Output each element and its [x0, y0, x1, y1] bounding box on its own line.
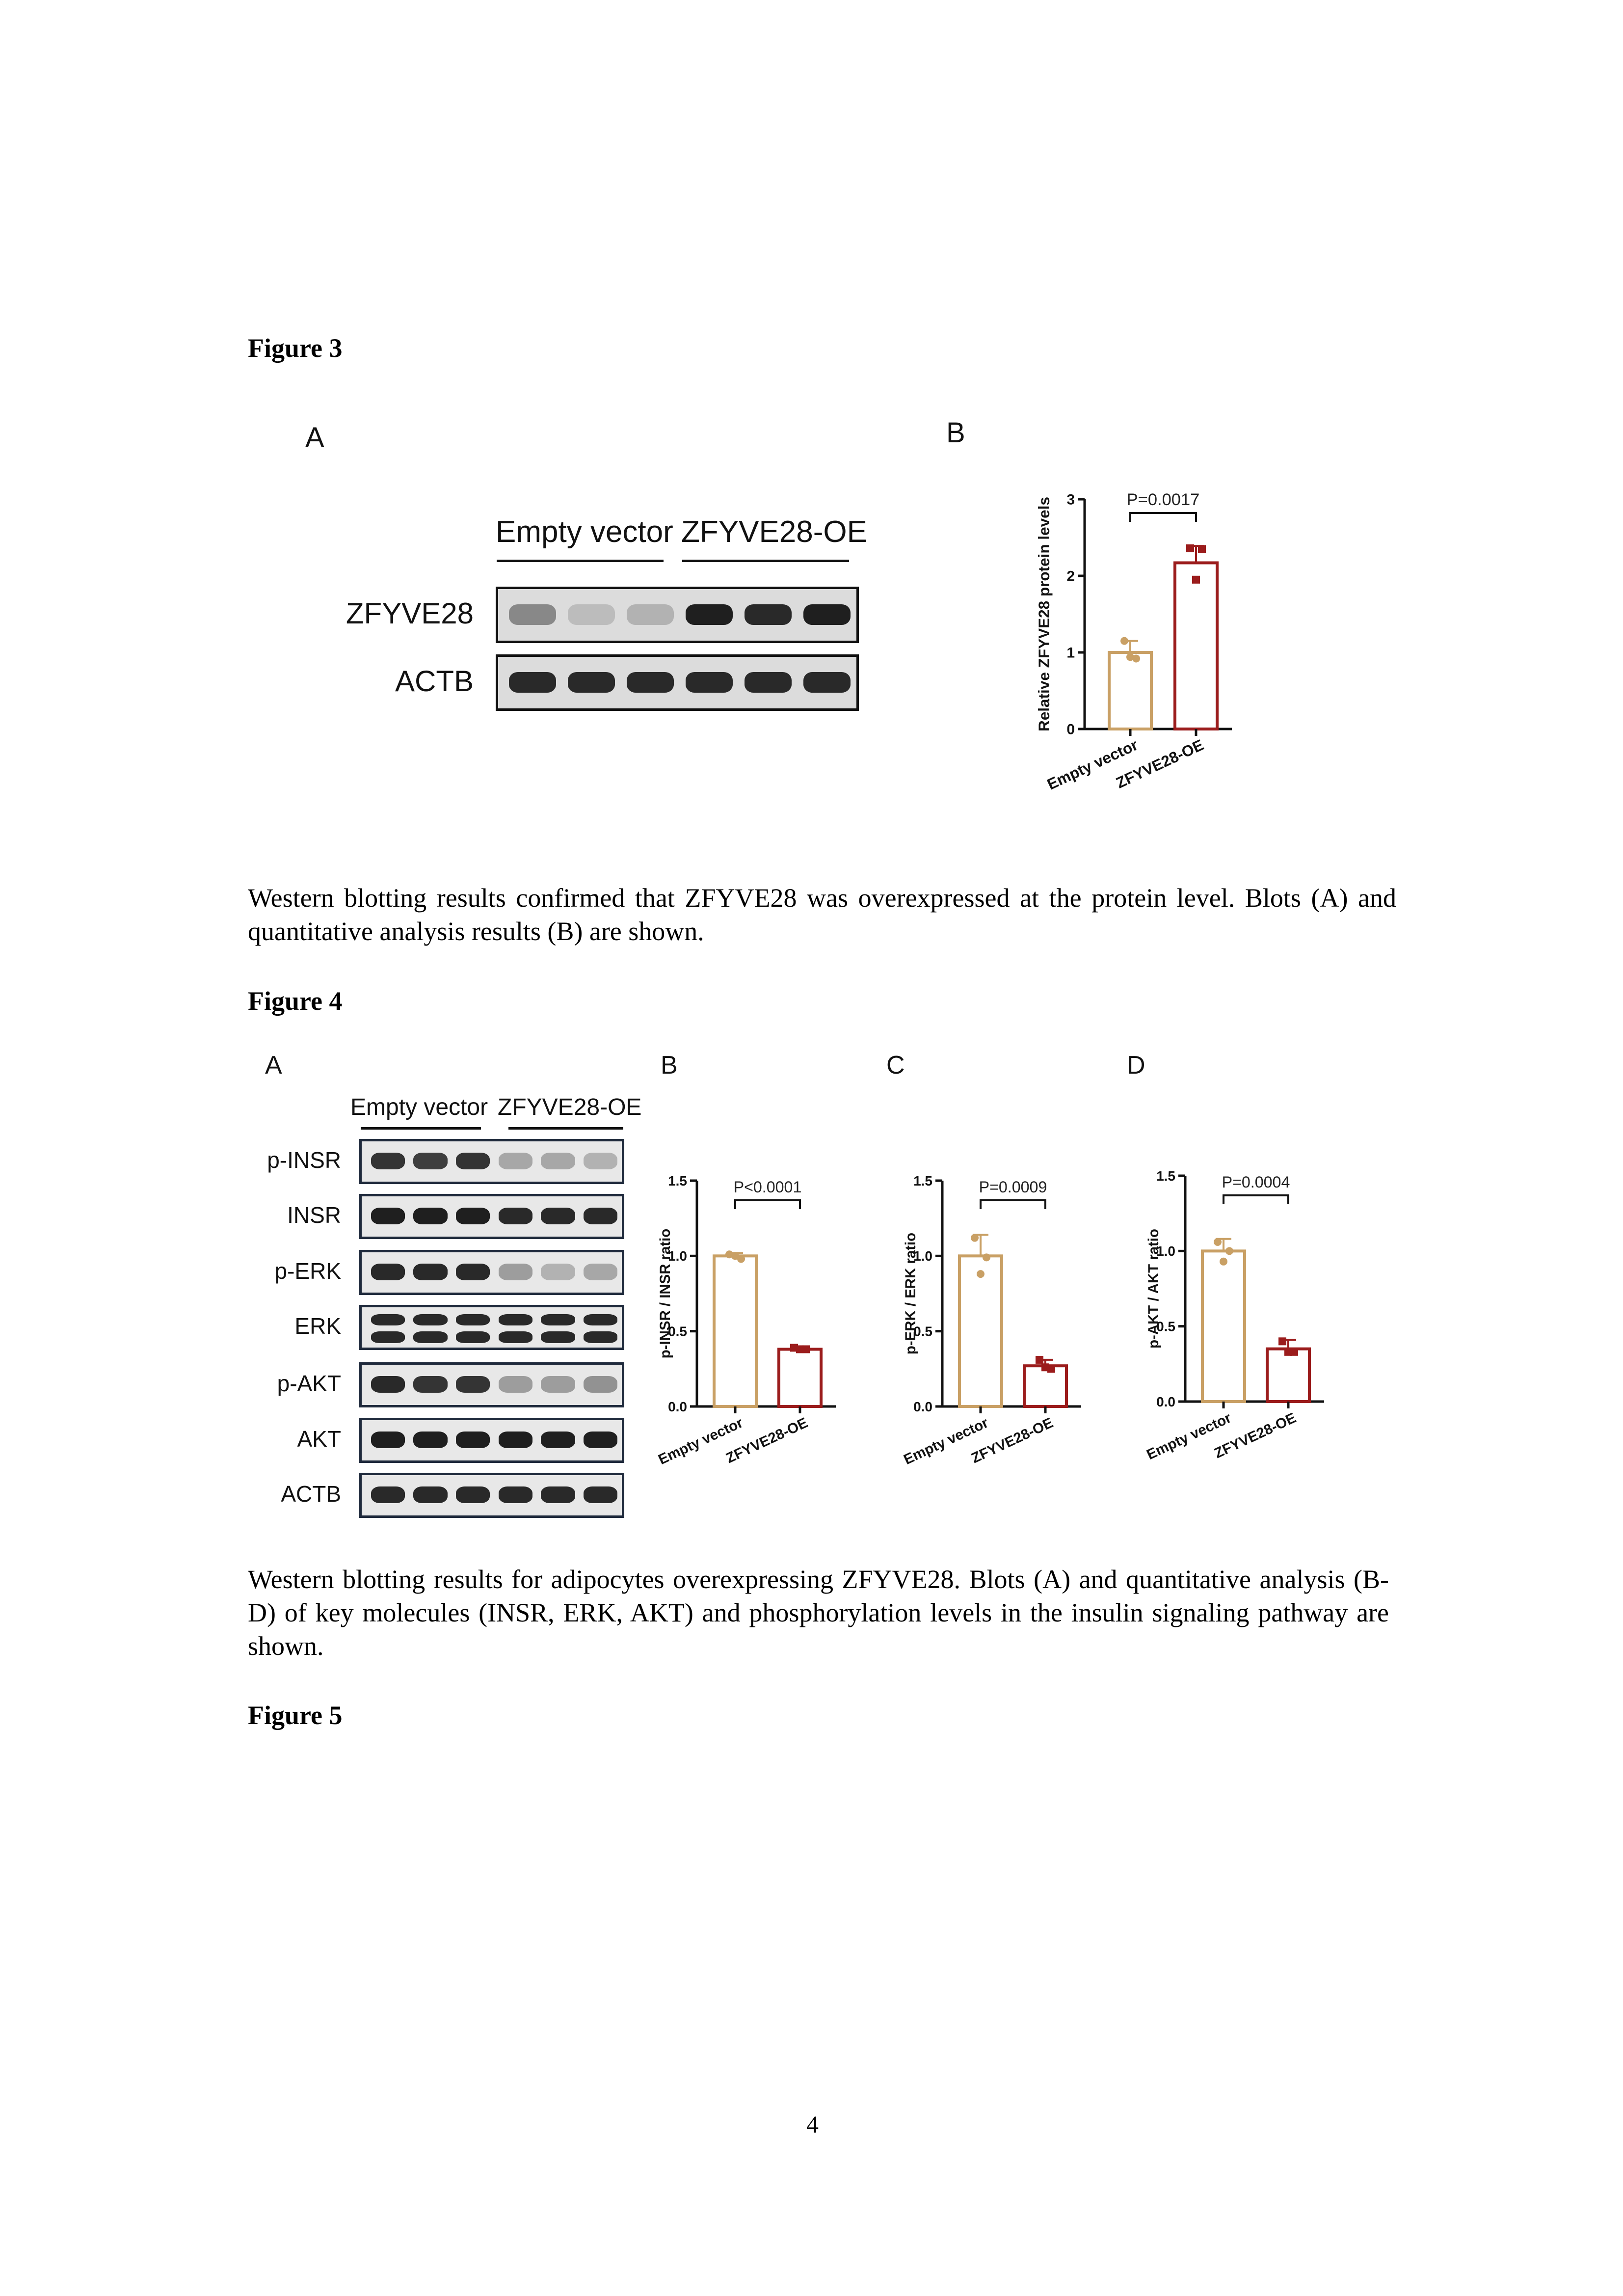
blot-band [413, 1208, 447, 1224]
blot-band [456, 1486, 490, 1503]
blot-membrane [359, 1139, 624, 1184]
data-point [1278, 1337, 1286, 1345]
figure3-panel-a-letter: A [305, 422, 324, 454]
blot-band [413, 1432, 447, 1448]
figure4-panel-b-chart [653, 1154, 888, 1497]
data-point [1284, 1348, 1292, 1356]
blot-band [584, 1331, 617, 1343]
figure4-panel-d-letter: D [1127, 1051, 1145, 1080]
blot-band [456, 1432, 490, 1448]
y-tick-label: 1.5 [1156, 1168, 1175, 1184]
blot-band [584, 1314, 617, 1326]
y-tick-label: 0.5 [1156, 1319, 1175, 1334]
blot-band [541, 1314, 575, 1326]
blot-band [499, 1486, 532, 1503]
p-value-label: P=0.0004 [1222, 1173, 1290, 1191]
y-tick-label: 1.5 [913, 1173, 932, 1189]
blot-band [371, 1331, 405, 1343]
blot-band [413, 1153, 447, 1169]
blot-band [456, 1264, 490, 1280]
data-point [983, 1253, 990, 1261]
blot-band [584, 1432, 617, 1448]
blot-row-label: ERK [294, 1313, 341, 1339]
y-tick-label: 0.0 [913, 1399, 932, 1414]
figure4-title: Figure 4 [248, 986, 343, 1016]
x-tick-label: ZFYVE28-OE [1113, 735, 1206, 792]
x-tick-label: Empty vector [1144, 1409, 1234, 1463]
blot-band [584, 1208, 617, 1224]
figure4-panel-c-chart [898, 1154, 1134, 1497]
blot-membrane [359, 1194, 624, 1239]
x-tick-label: Empty vector [901, 1414, 991, 1468]
blot-band [371, 1153, 405, 1169]
data-point [1225, 1247, 1233, 1255]
blot-membrane [359, 1362, 624, 1407]
blot-group-line [508, 1127, 623, 1130]
blot-group-label: ZFYVE28-OE [681, 515, 867, 549]
y-tick-label: 3 [1066, 491, 1075, 508]
blot-band [413, 1376, 447, 1393]
data-point [796, 1345, 804, 1353]
blot-band [541, 1432, 575, 1448]
figure4-panel-d-chart [1141, 1149, 1377, 1492]
blot-band [541, 1486, 575, 1503]
blot-band [456, 1314, 490, 1326]
figure4-panel-a-letter: A [265, 1051, 282, 1080]
figure3-title: Figure 3 [248, 333, 343, 363]
blot-row-label: p-ERK [274, 1258, 341, 1284]
y-tick-label: 0 [1066, 721, 1075, 738]
blot-membrane [359, 1473, 624, 1518]
blot-band [584, 1153, 617, 1169]
y-tick-label: 1 [1066, 645, 1075, 661]
blot-band [371, 1486, 405, 1503]
y-tick-label: 2 [1066, 568, 1075, 585]
blot-row-label: ZFYVE28 [346, 597, 474, 630]
blot-band [456, 1331, 490, 1343]
figure3-panel-b-letter: B [946, 417, 965, 449]
blot-band [413, 1331, 447, 1343]
blot-band [541, 1153, 575, 1169]
blot-band [456, 1376, 490, 1393]
blot-band [584, 1486, 617, 1503]
bar [959, 1256, 1002, 1406]
figure5-title: Figure 5 [248, 1701, 343, 1730]
y-axis-label: Relative ZFYVE28 protein levels [1035, 497, 1053, 731]
blot-band [499, 1331, 532, 1343]
blot-band [584, 1264, 617, 1280]
blot-row-label: AKT [297, 1426, 341, 1452]
blot-group-label: Empty vector [350, 1094, 488, 1120]
blot-band [499, 1314, 532, 1326]
x-tick-label: ZFYVE28-OE [969, 1414, 1056, 1467]
data-point [731, 1252, 739, 1260]
p-value-label: P<0.0001 [733, 1178, 802, 1196]
blot-membrane [359, 1305, 624, 1350]
blot-band [413, 1486, 447, 1503]
blot-row-label: ACTB [395, 665, 474, 698]
figure4-panel-c-letter: C [886, 1051, 905, 1080]
y-tick-label: 0.0 [1156, 1394, 1175, 1409]
blot-band [371, 1264, 405, 1280]
y-tick-label: 0.5 [913, 1324, 932, 1339]
bar [1202, 1251, 1245, 1402]
x-tick-label: ZFYVE28-OE [1212, 1409, 1299, 1462]
x-tick-label: Empty vector [656, 1414, 745, 1468]
figure4-panel-b-letter: B [661, 1051, 678, 1080]
blot-group-line [361, 1127, 481, 1130]
data-point [1214, 1238, 1222, 1246]
page-number: 4 [806, 2110, 819, 2138]
blot-band [499, 1432, 532, 1448]
x-tick-label: Empty vector [1044, 735, 1141, 793]
blot-band [499, 1208, 532, 1224]
figure4-caption: Western blotting results for adipocytes overexpressing ZFYVE28. Blots (A) and quantitative analysis (B-D) of key molecules (INSR, ERK, AKT) and phosphorylation levels in the insulin signaling pathway are shown. [248, 1565, 1389, 1661]
y-tick-label: 1.0 [1156, 1243, 1175, 1259]
blot-membrane [359, 1250, 624, 1295]
data-point [1041, 1363, 1049, 1371]
blot-band [541, 1264, 575, 1280]
blot-membrane [359, 1418, 624, 1463]
blot-row-label: ACTB [281, 1481, 341, 1507]
blot-band [499, 1376, 532, 1393]
blot-band [371, 1432, 405, 1448]
bar [1024, 1366, 1066, 1406]
blot-band [541, 1208, 575, 1224]
y-tick-label: 0.5 [668, 1324, 687, 1339]
y-tick-label: 1.0 [668, 1248, 687, 1264]
blot-group-label: Empty vector [496, 515, 673, 549]
y-tick-label: 0.0 [668, 1399, 687, 1414]
blot-band [371, 1208, 405, 1224]
p-value-label: P=0.0009 [979, 1178, 1047, 1196]
significance-bracket [1224, 1195, 1288, 1204]
y-tick-label: 1.0 [913, 1248, 932, 1264]
significance-bracket [981, 1200, 1045, 1209]
bar [714, 1256, 756, 1406]
data-point [971, 1234, 979, 1242]
bar [1267, 1349, 1309, 1402]
blot-row-label: p-AKT [277, 1371, 341, 1396]
significance-bracket [735, 1200, 800, 1209]
blot-band [499, 1153, 532, 1169]
blot-band [413, 1264, 447, 1280]
y-tick-label: 1.5 [668, 1173, 687, 1189]
bar [779, 1349, 821, 1406]
x-tick-label: ZFYVE28-OE [723, 1414, 810, 1467]
blot-row-label: INSR [287, 1202, 341, 1228]
blot-group-label: ZFYVE28-OE [498, 1094, 642, 1120]
data-point [977, 1270, 984, 1278]
blot-band [413, 1314, 447, 1326]
blot-band [371, 1314, 405, 1326]
blot-band [371, 1376, 405, 1393]
blot-band [499, 1264, 532, 1280]
blot-band [541, 1376, 575, 1393]
blot-band [584, 1376, 617, 1393]
data-point [1220, 1258, 1227, 1266]
blot-band [456, 1153, 490, 1169]
y-axis-label: p-INSR / INSR ratio [657, 1228, 673, 1359]
y-axis-label: p-ERK / ERK ratio [903, 1232, 919, 1355]
blot-band [541, 1331, 575, 1343]
p-value-label: P=0.0017 [1126, 490, 1200, 509]
blot-band [456, 1208, 490, 1224]
y-axis-label: p-AKT / AKT ratio [1145, 1229, 1162, 1349]
blot-row-label: p-INSR [267, 1147, 341, 1173]
data-point [1036, 1356, 1043, 1364]
figure3-caption: Western blotting results confirmed that ZFYVE28 was overexpressed at the protein level. Blots (A) and quantitative analysis results (B) are shown. [248, 883, 1396, 946]
